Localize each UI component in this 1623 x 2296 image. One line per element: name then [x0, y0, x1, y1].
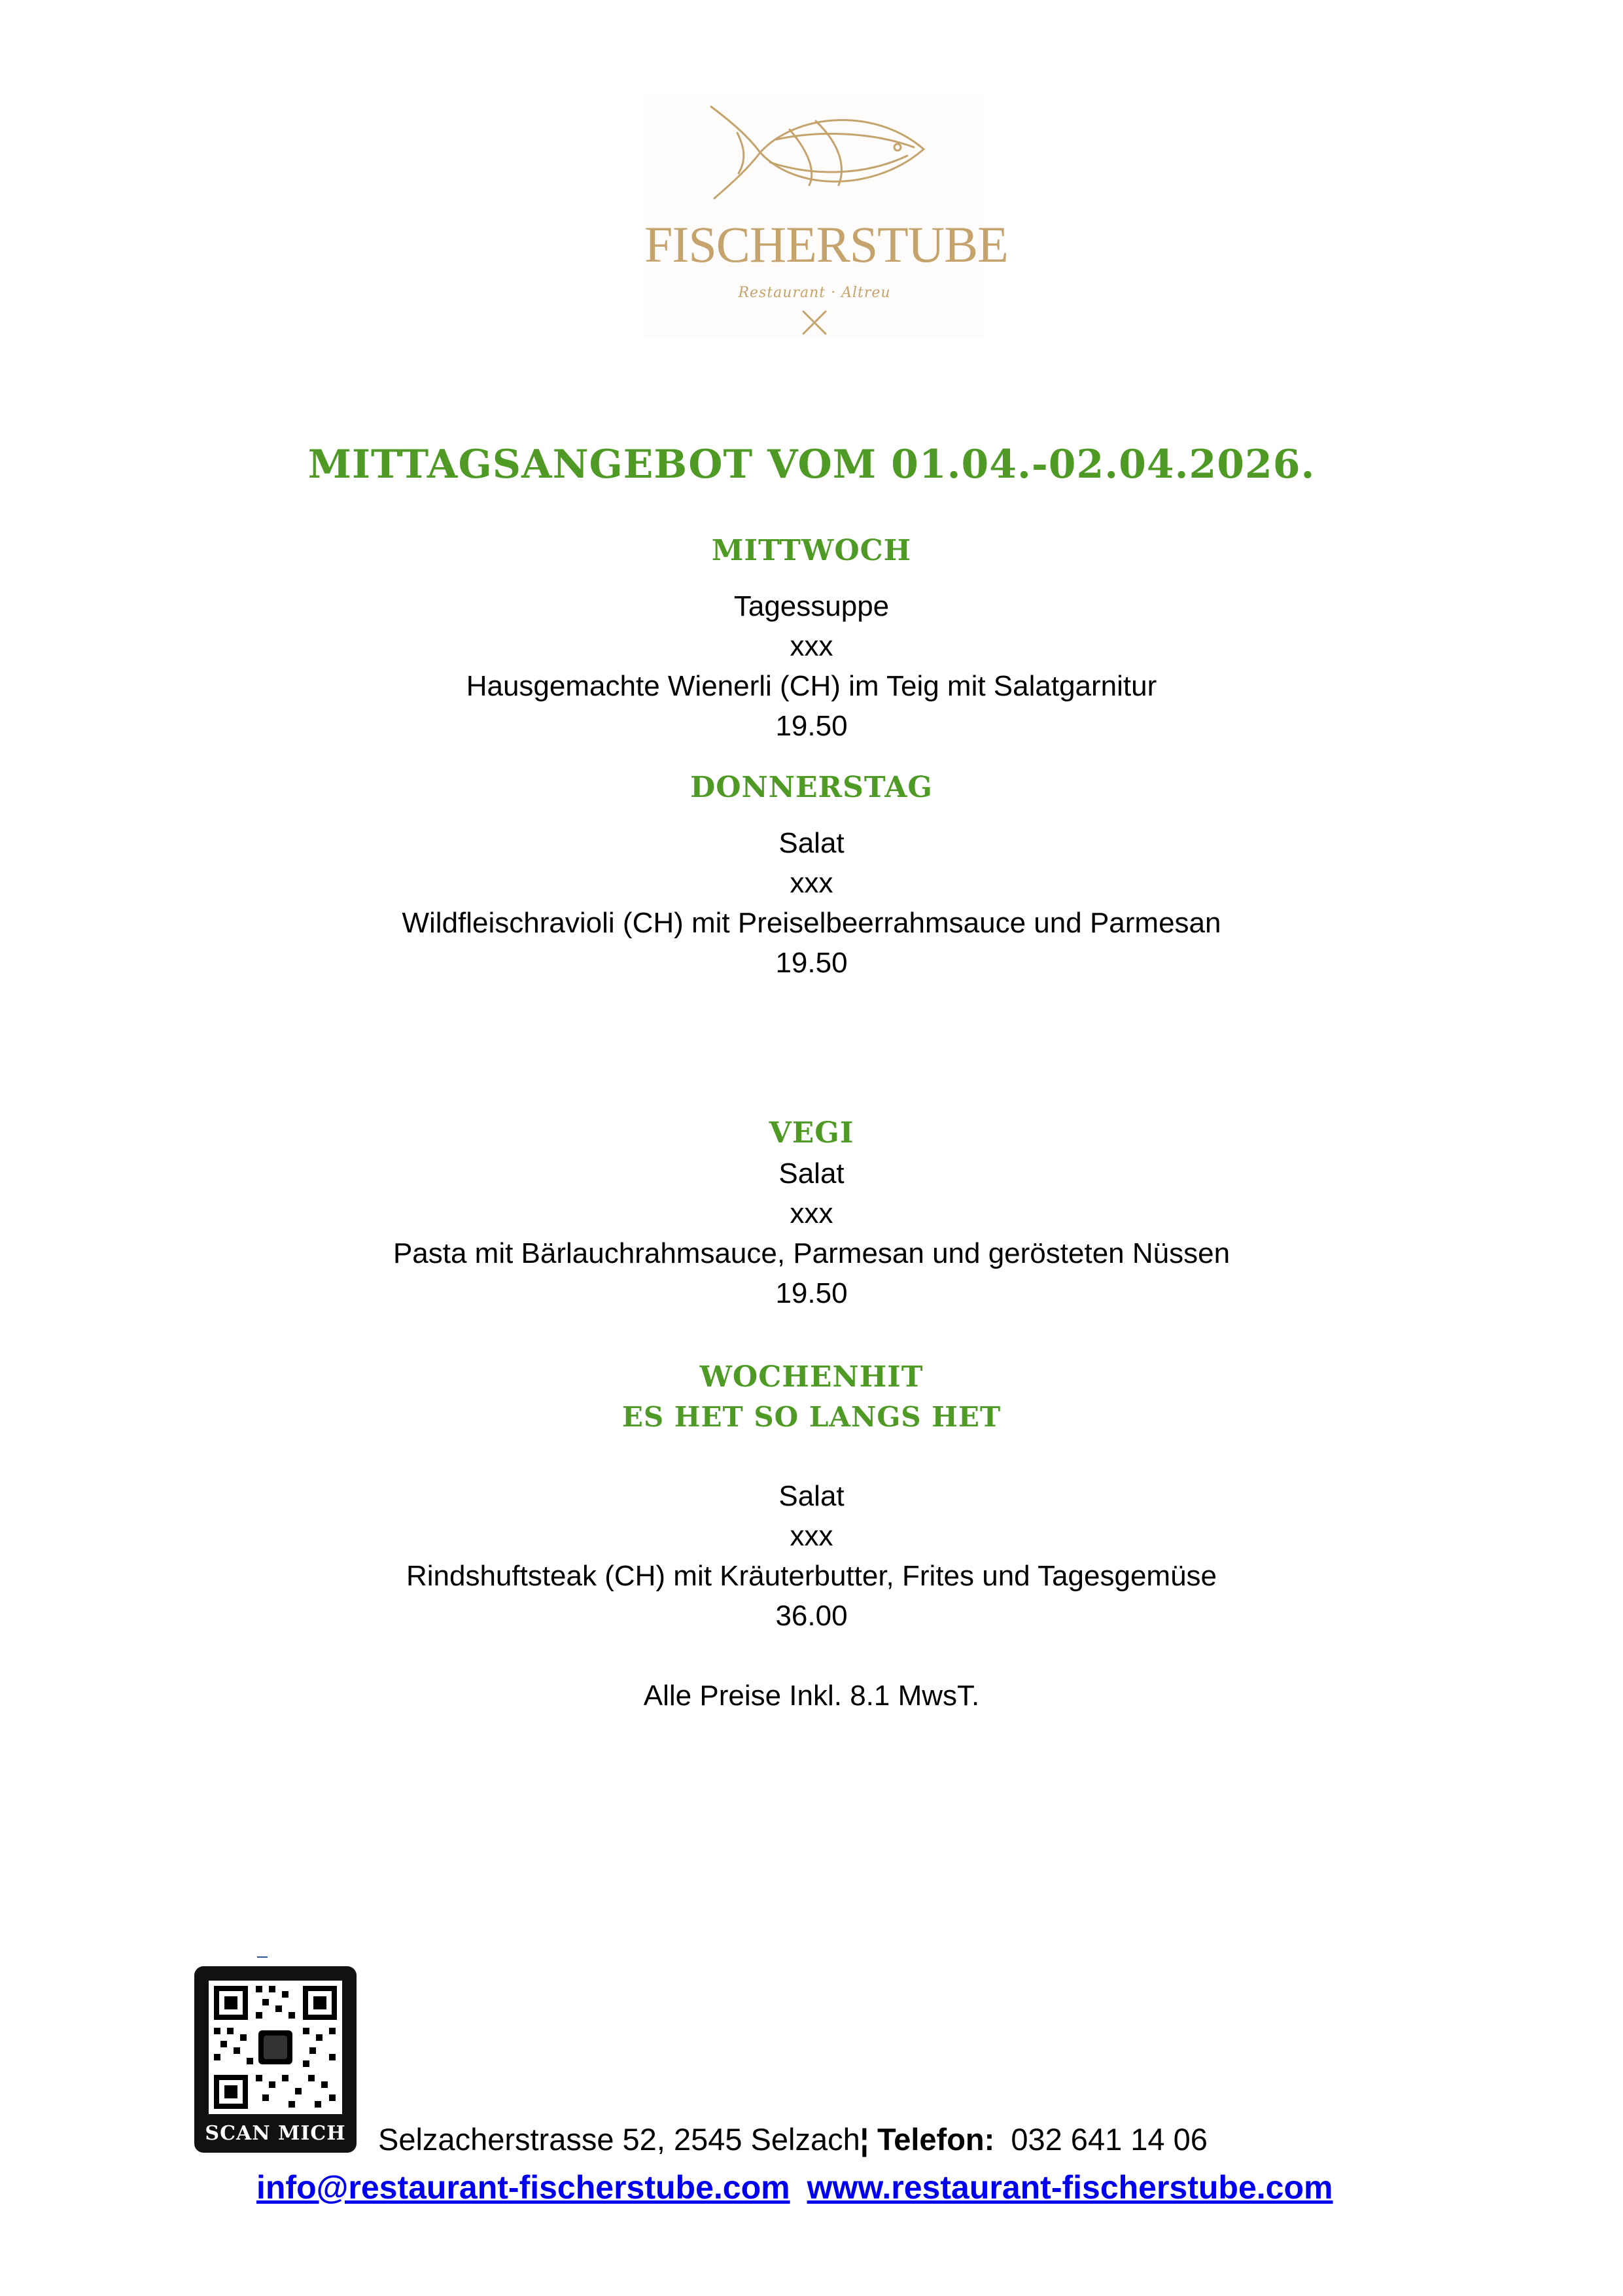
vat-note: Alle Preise Inkl. 8.1 MwsT.	[643, 1680, 980, 1712]
footer-address: Selzacherstrasse 52, 2545 Selzach	[378, 2122, 860, 2157]
section-title-mittwoch: MITTWOCH	[711, 534, 912, 567]
restaurant-logo	[644, 95, 1008, 338]
section-subtitle-wochenhit: ES HET SO LANGS HET	[621, 1401, 1002, 1433]
menu-line: Hausgemachte Wienerli (CH) im Teig mit Salatgarnitur	[466, 670, 1157, 702]
cutlery-icon	[798, 308, 831, 336]
section-title-donnerstag: DONNERSTAG	[690, 771, 933, 804]
menu-line: Tagessuppe	[733, 590, 890, 622]
footer-separator: ¦	[860, 2122, 869, 2157]
menu-line: xxx	[790, 1520, 833, 1552]
footer-links	[256, 2171, 1333, 2204]
menu-line: Salat	[778, 827, 845, 859]
section-title-wochenhit: WOCHENHIT	[699, 1360, 924, 1394]
menu-price: 36.00	[775, 1600, 848, 1632]
menu-line: Salat	[778, 1480, 845, 1512]
tiny-link-mark	[257, 1956, 268, 1958]
fish-logo-icon	[698, 100, 934, 205]
menu-line: Rindshuftsteak (CH) mit Kräuterbutter, Frites und Tagesgemüse	[406, 1560, 1217, 1592]
menu-line: xxx	[790, 1197, 833, 1229]
logo-subtitle: Restaurant · Altreu	[738, 285, 891, 301]
page-title: MITTAGSANGEBOT VOM 01.04.-02.04.2026.	[307, 442, 1316, 487]
website-link[interactable]: www.restaurant-fischerstube.com	[807, 2169, 1333, 2206]
footer-address-line	[378, 2124, 1208, 2155]
footer-phone-label: Telefon:	[877, 2122, 995, 2157]
footer-phone[interactable]: 032 641 14 06	[1011, 2122, 1208, 2157]
menu-line: Wildfleischravioli (CH) mit Preiselbeerrahmsauce und Parmesan	[402, 907, 1221, 939]
qr-code[interactable]	[194, 1966, 357, 2153]
menu-line: Pasta mit Bärlauchrahmsauce, Parmesan und gerösteten Nüssen	[393, 1237, 1230, 1269]
menu-line: xxx	[790, 630, 833, 662]
menu-line: xxx	[790, 867, 833, 899]
qr-label: SCAN MICH	[205, 2122, 346, 2145]
menu-price: 19.50	[775, 1277, 848, 1309]
menu-price: 19.50	[775, 947, 848, 979]
menu-line: Salat	[778, 1157, 845, 1190]
section-title-vegi: VEGI	[769, 1116, 854, 1150]
logo-name: FISCHERSTUBE	[644, 216, 1008, 273]
qr-code-icon	[209, 1981, 342, 2114]
email-link[interactable]: info@restaurant-fischerstube.com	[256, 2169, 790, 2206]
menu-price: 19.50	[775, 710, 848, 742]
